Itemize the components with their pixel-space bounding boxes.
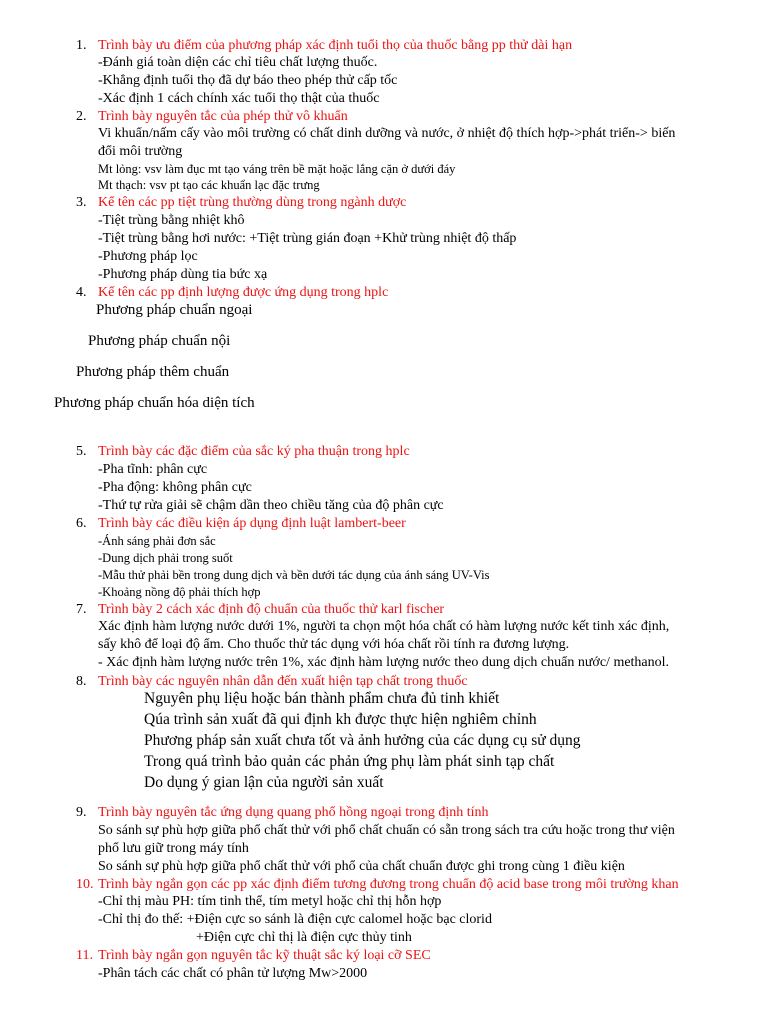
q10-line-1: -Chỉ thị màu PH: tím tinh thể, tím metyl hoặc chỉ thị hỗn hợp bbox=[98, 894, 442, 909]
q7-line-1: Xác định hàm lượng nước dưới 1%, người ta chọn một hóa chất có hàm lượng nước kết tinh xác định, bbox=[98, 619, 670, 634]
q9-line-1: So sánh sự phù hợp giữa phổ chất thử với phổ chất chuẩn có sẵn trong sách tra cứu hoặc trong thư viện bbox=[98, 823, 675, 838]
q9-number: 9. bbox=[76, 805, 87, 820]
q3-line-1: -Tiệt trùng bằng nhiệt khô bbox=[98, 213, 245, 228]
q11-title: Trình bày ngắn gọn nguyên tắc kỹ thuật sắc ký loại cỡ SEC bbox=[98, 948, 431, 963]
q6-line-2: -Dung dịch phải trong suốt bbox=[98, 551, 233, 565]
q7-line-2: sấy khô để loại độ ẩm. Cho thuốc thử tác dụng với hóa chất rồi tính ra đương lượng. bbox=[98, 637, 570, 652]
q8-line-5: Do dụng ý gian lận của người sản xuất bbox=[144, 774, 384, 791]
q5-number: 5. bbox=[76, 444, 87, 459]
q8-line-4: Trong quá trình bảo quản các phản ứng phụ làm phát sinh tạp chất bbox=[144, 753, 555, 770]
q1-title: Trình bày ưu điểm của phương pháp xác định tuổi thọ của thuốc bằng pp thử dài hạn bbox=[98, 38, 573, 53]
q3-line-4: -Phương pháp dùng tia bức xạ bbox=[98, 267, 268, 282]
q6-line-1: -Ánh sáng phải đơn sắc bbox=[98, 534, 216, 548]
q4-line-1: Phương pháp chuẩn ngoại bbox=[96, 302, 253, 318]
q5-line-2: -Pha động: không phân cực bbox=[98, 480, 252, 495]
q4-title: Kể tên các pp định lượng được ứng dụng trong hplc bbox=[98, 285, 389, 300]
q8-title: Trình bày các nguyên nhân dẫn đến xuất hiện tạp chất trong thuốc bbox=[98, 674, 468, 689]
q6-line-3: -Mẫu thử phải bền trong dung dịch và bền dưới tác dụng của ánh sáng UV-Vis bbox=[98, 568, 490, 582]
q8-line-1: Nguyên phụ liệu hoặc bán thành phẩm chưa đủ tinh khiết bbox=[144, 690, 500, 707]
q9-title: Trình bày nguyên tắc ứng dụng quang phổ hồng ngoại trong định tính bbox=[98, 805, 489, 820]
q8-number: 8. bbox=[76, 674, 87, 689]
q2-line-1: Vi khuẩn/nấm cấy vào môi trường có chất dinh dưỡng và nước, ở nhiệt độ thích hợp->phát triển-> biến bbox=[98, 126, 676, 141]
q3-line-2: -Tiệt trùng bằng hơi nước: +Tiệt trùng gián đoạn +Khử trùng nhiệt độ thấp bbox=[98, 231, 517, 246]
q6-number: 6. bbox=[76, 516, 87, 531]
q8-line-2: Qúa trình sản xuất đã qui định kh được thực hiện nghiêm chỉnh bbox=[144, 711, 537, 728]
q2-title: Trình bày nguyên tắc của phép thử vô khuẩn bbox=[98, 109, 348, 124]
q11-line-1: -Phân tách các chất có phân tử lượng Mw>2000 bbox=[98, 966, 368, 981]
q2-number: 2. bbox=[76, 109, 87, 124]
q4-line-2: Phương pháp chuẩn nội bbox=[88, 333, 231, 349]
q6-title: Trình bày các điều kiện áp dụng định luật lambert-beer bbox=[98, 516, 406, 531]
q1-line-1: -Đánh giá toàn diện các chỉ tiêu chất lượng thuốc. bbox=[98, 55, 378, 70]
q10-title: Trình bày ngắn gọn các pp xác định điểm tương đương trong chuẩn độ acid base trong môi trường khan bbox=[98, 877, 679, 892]
q2-line-4: Mt thạch: vsv pt tạo các khuẩn lạc đặc trưng bbox=[98, 178, 320, 192]
q5-line-3: -Thứ tự rửa giải sẽ chậm dần theo chiều tăng của độ phân cực bbox=[98, 498, 444, 513]
q3-number: 3. bbox=[76, 195, 87, 210]
q7-line-3: - Xác định hàm lượng nước trên 1%, xác định hàm lượng nước theo dung dịch chuẩn nước/ methanol. bbox=[98, 655, 670, 670]
q2-line-2: đổi môi trường bbox=[98, 144, 183, 159]
q3-title: Kể tên các pp tiệt trùng thường dùng trong ngành dược bbox=[98, 195, 407, 210]
q10-line-3: +Điện cực chỉ thị là điện cực thủy tinh bbox=[196, 930, 412, 945]
q9-line-3: So sánh sự phù hợp giữa phổ chất thử với phổ của chất chuẩn được ghi trong cùng 1 điều kiện bbox=[98, 859, 625, 874]
q1-number: 1. bbox=[76, 38, 87, 53]
q1-line-2: -Khẳng định tuổi thọ đã dự báo theo phép thử cấp tốc bbox=[98, 73, 398, 88]
q5-title: Trình bày các đặc điểm của sắc ký pha thuận trong hplc bbox=[98, 444, 410, 459]
q4-number: 4. bbox=[76, 285, 87, 300]
q7-title: Trình bày 2 cách xác định độ chuẩn của thuốc thử karl fischer bbox=[98, 602, 445, 617]
q5-line-1: -Pha tĩnh: phân cực bbox=[98, 462, 208, 477]
q1-line-3: -Xác định 1 cách chính xác tuổi thọ thật của thuốc bbox=[98, 91, 380, 106]
q11-number: 11. bbox=[76, 948, 93, 963]
q4-line-3: Phương pháp thêm chuẩn bbox=[76, 364, 230, 380]
q9-line-2: phổ lưu giữ trong máy tính bbox=[98, 841, 249, 856]
q7-number: 7. bbox=[76, 602, 87, 617]
q8-line-3: Phương pháp sản xuất chưa tốt và ảnh hưởng của các dụng cụ sử dụng bbox=[144, 732, 581, 749]
q10-number: 10. bbox=[76, 877, 94, 892]
q2-line-3: Mt lỏng: vsv làm đục mt tạo váng trên bề mặt hoặc lắng cặn ở dưới đáy bbox=[98, 162, 456, 176]
q3-line-3: -Phương pháp lọc bbox=[98, 249, 198, 264]
q6-line-4: -Khoảng nồng độ phải thích hợp bbox=[98, 585, 261, 599]
q4-line-4: Phương pháp chuẩn hóa diện tích bbox=[54, 395, 255, 411]
q10-line-2: -Chỉ thị đo thế: +Điện cực so sánh là điện cực calomel hoặc bạc clorid bbox=[98, 912, 492, 927]
